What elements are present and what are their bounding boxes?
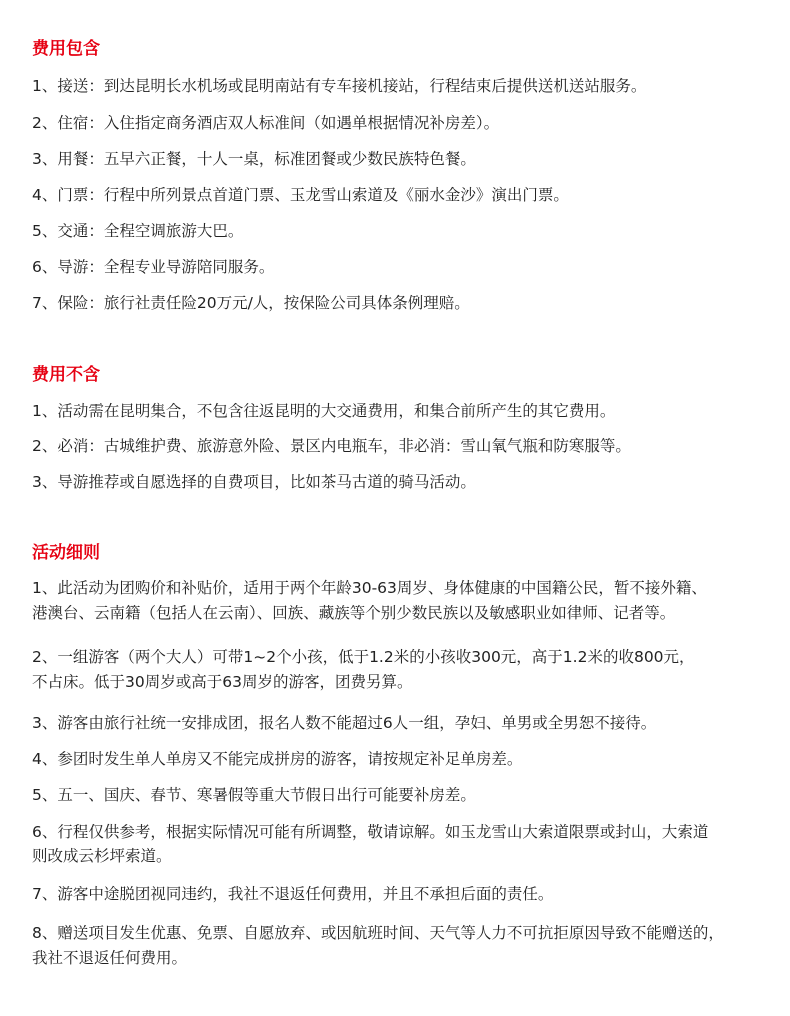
list-item: 5、五一、国庆、春节、寒暑假等重大节假日出行可能要补房差。: [32, 786, 476, 804]
list-item: 5、交通：全程空调旅游大巴。: [32, 222, 244, 240]
list-item: 3、用餐：五早六正餐，十人一桌，标准团餐或少数民族特色餐。: [32, 150, 476, 168]
list-item-line: 2、一组游客（两个大人）可带1~2个小孩，低于1.2米的小孩收300元，高于1.2米的收800元，: [32, 648, 695, 666]
list-item: 1、活动需在昆明集合，不包含往返昆明的大交通费用，和集合前所产生的其它费用。: [32, 402, 616, 420]
list-item-line: 港澳台、云南籍（包括人在云南）、回族、藏族等个别少数民族以及敏感职业如律师、记者等。: [32, 604, 676, 622]
list-item-line: 8、赠送项目发生优惠、免票、自愿放弃、或因航班时间、天气等人力不可抗拒原因导致不能赠送的，: [32, 924, 724, 942]
list-item: 2、住宿：入住指定商务酒店双人标准间（如遇单根据情况补房差）。: [32, 114, 500, 132]
list-item: 4、参团时发生单人单房又不能完成拼房的游客，请按规定补足单房差。: [32, 750, 523, 768]
list-item-line: 我社不退返任何费用。: [32, 949, 188, 967]
list-item-line: 1、此活动为团购价和补贴价，适用于两个年龄30-63周岁、身体健康的中国籍公民，暂不接外籍、: [32, 579, 707, 597]
list-item-line: 则改成云杉坪索道。: [32, 847, 172, 865]
list-item-line: 6、行程仅供参考，根据实际情况可能有所调整，敬请谅解。如玉龙雪山大索道限票或封山，大索道: [32, 823, 709, 841]
section-title-fees-excluded: 费用不含: [32, 365, 100, 385]
list-item: 3、导游推荐或自愿选择的自费项目，比如茶马古道的骑马活动。: [32, 473, 476, 491]
list-item: 1、接送：到达昆明长水机场或昆明南站有专车接机接站，行程结束后提供送机送站服务。: [32, 77, 647, 95]
list-item: 7、保险：旅行社责任险20万元/人，按保险公司具体条例理赔。: [32, 294, 470, 312]
list-item: 3、游客由旅行社统一安排成团，报名人数不能超过6人一组，孕妇、单男或全男恕不接待。: [32, 714, 657, 732]
section-title-activity-rules: 活动细则: [32, 543, 100, 563]
list-item: 6、导游：全程专业导游陪同服务。: [32, 258, 275, 276]
list-item: 4、门票：行程中所列景点首道门票、玉龙雪山索道及《丽水金沙》演出门票。: [32, 186, 569, 204]
list-item: 7、游客中途脱团视同违约，我社不退返任何费用，并且不承担后面的责任。: [32, 885, 554, 903]
section-title-fees-included: 费用包含: [32, 39, 100, 59]
list-item-line: 不占床。低于30周岁或高于63周岁的游客，团费另算。: [32, 673, 413, 691]
list-item: 2、必消：古城维护费、旅游意外险、景区内电瓶车，非必消：雪山氧气瓶和防寒服等。: [32, 437, 631, 455]
